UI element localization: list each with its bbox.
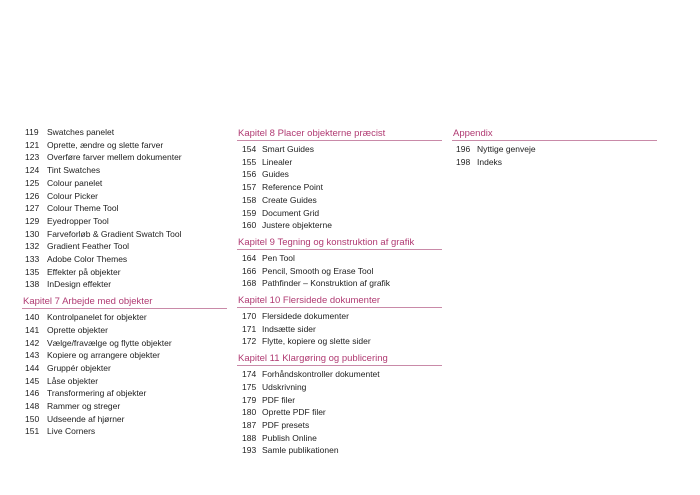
page-number: 124: [25, 165, 40, 176]
page-number: 135: [25, 266, 40, 277]
page-number: 148: [25, 401, 40, 412]
page-number: 179: [242, 394, 257, 405]
entry-title: Colour Theme Tool: [47, 203, 119, 214]
entry-title: Swatches panelet: [47, 127, 115, 137]
entry-title: Oprette, ændre og slette farver: [47, 139, 164, 150]
toc-section-kapitel-8: [237, 128, 442, 232]
entry-title: Create Guides: [262, 194, 317, 205]
toc-entry[interactable]: [237, 444, 442, 457]
entry-title: Pen Tool: [262, 252, 295, 263]
toc-entry[interactable]: [237, 277, 442, 290]
entry-title: Colour Picker: [47, 190, 99, 201]
page-number: 141: [25, 324, 40, 335]
toc-entry[interactable]: [237, 432, 442, 445]
toc-entry[interactable]: [237, 406, 442, 419]
chapter-heading[interactable]: Kapitel 10 Flersidede dokumenter: [237, 295, 442, 308]
toc-column-1: [22, 125, 227, 438]
toc-entry[interactable]: [22, 139, 227, 152]
entry-title: Reference Point: [262, 182, 323, 193]
page-number: 125: [25, 177, 40, 188]
toc-entry[interactable]: [237, 419, 442, 432]
page-number: 198: [456, 156, 471, 167]
toc-entry[interactable]: [22, 266, 227, 279]
page-number: 175: [242, 381, 257, 392]
entry-title: Effekter på objekter: [47, 266, 121, 277]
page-number: 138: [25, 279, 40, 290]
entry-title: Colour panelet: [47, 177, 103, 188]
toc-entry[interactable]: [237, 143, 442, 156]
toc-section-kapitel-10: [237, 295, 442, 348]
toc-entry[interactable]: [237, 265, 442, 278]
toc-section-kapitel-11: [237, 353, 442, 457]
entry-title: InDesign effekter: [47, 279, 112, 290]
toc-entry[interactable]: [22, 337, 227, 350]
entry-title: Oprette objekter: [47, 324, 108, 335]
page-number: 145: [25, 375, 40, 386]
toc-entry[interactable]: [237, 323, 442, 336]
entry-title: Tint Swatches: [47, 165, 101, 176]
entry-title: Oprette PDF filer: [262, 407, 326, 418]
page-number: 127: [25, 203, 40, 214]
toc-entry[interactable]: [237, 156, 442, 169]
entry-title: Justere objekterne: [262, 220, 332, 231]
toc-section-appendix: [452, 128, 657, 168]
page-number: 188: [242, 432, 257, 443]
entry-title: Samle publikationen: [262, 445, 339, 456]
entry-title: Flytte, kopiere og slette sider: [262, 336, 371, 347]
entry-title: Document Grid: [262, 207, 320, 218]
page-number: 121: [25, 139, 40, 150]
toc-entry[interactable]: [22, 202, 227, 215]
toc-entry[interactable]: [22, 240, 227, 253]
page-number: 144: [25, 362, 40, 373]
entry-title: Pencil, Smooth og Erase Tool: [262, 265, 374, 276]
toc-entry[interactable]: [237, 368, 442, 381]
page-number: 174: [242, 369, 257, 380]
toc-entry[interactable]: [22, 278, 227, 291]
page-number: 193: [242, 445, 257, 456]
chapter-heading[interactable]: Kapitel 7 Arbejde med objekter: [22, 296, 227, 309]
page-number: 164: [242, 252, 257, 263]
toc-entry[interactable]: [22, 215, 227, 228]
toc-section-continued: [22, 125, 227, 291]
entry-title: Eyedropper Tool: [47, 215, 109, 226]
toc-entry[interactable]: [22, 311, 227, 324]
page-number: 140: [25, 312, 40, 323]
toc-entry[interactable]: [237, 252, 442, 265]
toc-entry[interactable]: [22, 349, 227, 362]
toc-entry[interactable]: [237, 394, 442, 407]
entry-title: Nyttige genveje: [477, 144, 536, 154]
page-number: 166: [242, 265, 257, 276]
toc-column-2: [237, 125, 442, 457]
page-number: 146: [25, 388, 40, 399]
page-number: 130: [25, 228, 40, 239]
toc-entry[interactable]: [22, 375, 227, 388]
page-number: 123: [25, 152, 40, 163]
page-number: 155: [242, 156, 257, 167]
entry-title: Forhåndskontroller dokumentet: [262, 369, 380, 380]
entry-title: Live Corners: [47, 426, 96, 437]
entry-title: Transformering af objekter: [47, 388, 147, 399]
toc-entry[interactable]: [237, 381, 442, 394]
page-number: 171: [242, 323, 257, 334]
toc-entry[interactable]: [22, 126, 227, 139]
toc-entry[interactable]: [22, 228, 227, 241]
page-number: 180: [242, 407, 257, 418]
toc-entry[interactable]: [22, 324, 227, 337]
toc-section-kapitel-9: [237, 237, 442, 290]
toc-entry[interactable]: [22, 164, 227, 177]
page-number: 196: [456, 144, 471, 154]
chapter-heading[interactable]: Appendix: [452, 128, 657, 141]
entry-title: Kontrolpanelet for objekter: [47, 312, 147, 323]
page-number: 160: [242, 220, 257, 231]
page-number: 143: [25, 350, 40, 361]
toc-entry[interactable]: [22, 387, 227, 400]
toc-entry[interactable]: [22, 190, 227, 203]
entry-title: Smart Guides: [262, 144, 314, 154]
page-number: 133: [25, 254, 40, 265]
page-number: 119: [25, 127, 39, 137]
entry-title: Guides: [262, 169, 289, 180]
chapter-heading[interactable]: Kapitel 11 Klargøring og publicering: [237, 353, 442, 366]
toc-entry[interactable]: [452, 143, 657, 156]
page-number: 154: [242, 144, 257, 154]
entry-title: Farveforløb & Gradient Swatch Tool: [47, 228, 182, 239]
page-number: 126: [25, 190, 40, 201]
toc-entry[interactable]: [237, 181, 442, 194]
page-number: 151: [25, 426, 40, 437]
toc-entry[interactable]: [22, 177, 227, 190]
page-number: 158: [242, 194, 257, 205]
entry-title: Flersidede dokumenter: [262, 311, 349, 322]
entry-title: Adobe Color Themes: [47, 254, 128, 265]
entry-title: Gruppér objekter: [47, 362, 111, 373]
toc-section-kapitel-7: [22, 296, 227, 438]
page-number: 150: [25, 413, 40, 424]
entry-title: Kopiere og arrangere objekter: [47, 350, 160, 361]
toc-entry[interactable]: [22, 425, 227, 438]
entry-title: Publish Online: [262, 432, 317, 443]
entry-title: PDF presets: [262, 419, 310, 430]
toc-entry[interactable]: [237, 219, 442, 232]
entry-title: Indsætte sider: [262, 323, 316, 334]
toc-entry[interactable]: [237, 168, 442, 181]
toc-entry[interactable]: [452, 156, 657, 169]
toc-entry[interactable]: [22, 413, 227, 426]
page-number: 156: [242, 169, 257, 180]
toc-entry[interactable]: [22, 151, 227, 164]
entry-title: Indeks: [477, 156, 503, 167]
page-number: 168: [242, 278, 257, 289]
entry-title: Pathfinder – Konstruktion af grafik: [262, 278, 391, 289]
page-number: 129: [25, 215, 40, 226]
toc-entry[interactable]: [22, 253, 227, 266]
page-number: 187: [242, 419, 257, 430]
entry-title: Linealer: [262, 156, 293, 167]
page-number: 159: [242, 207, 257, 218]
entry-title: Gradient Feather Tool: [47, 241, 130, 252]
chapter-heading[interactable]: Kapitel 9 Tegning og konstruktion af grafik: [237, 237, 442, 250]
toc-entry[interactable]: [237, 194, 442, 207]
entry-title: Vælge/fravælge og flytte objekter: [47, 337, 172, 348]
entry-title: Låse objekter: [47, 375, 99, 386]
entry-title: Udseende af hjørner: [47, 413, 125, 424]
entry-title: Overføre farver mellem dokumenter: [47, 152, 182, 163]
chapter-heading[interactable]: Kapitel 8 Placer objekterne præcist: [237, 128, 442, 141]
entry-title: PDF filer: [262, 394, 296, 405]
toc-entry[interactable]: [237, 310, 442, 323]
entry-title: Rammer og streger: [47, 401, 121, 412]
page-number: 157: [242, 182, 257, 193]
entry-title: Udskrivning: [262, 381, 307, 392]
page-number: 132: [25, 241, 40, 252]
page-number: 142: [25, 337, 40, 348]
page-number: 170: [242, 311, 257, 322]
toc-entry[interactable]: [22, 400, 227, 413]
page-number: 172: [242, 336, 257, 347]
toc-entry[interactable]: [22, 362, 227, 375]
toc-entry[interactable]: [237, 207, 442, 220]
toc-column-3: [452, 125, 657, 168]
toc-entry[interactable]: [237, 335, 442, 348]
